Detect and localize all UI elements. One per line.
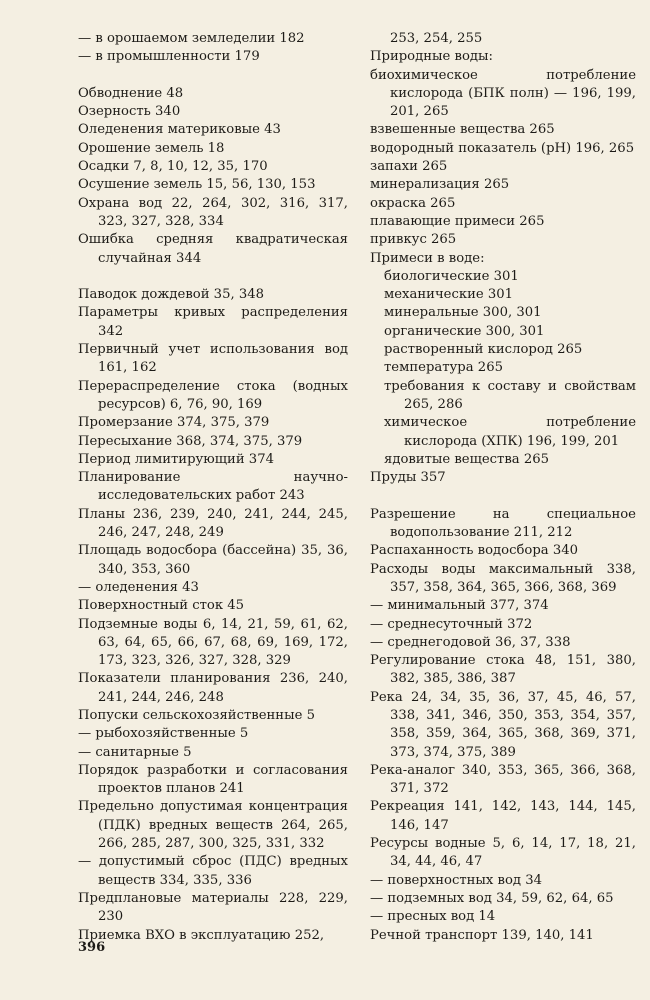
index-entry: Предельно допустимая концентрация (ПДК) вредных веществ 264, 265, 266, 285, 287, 300, 325, 331, 332 <box>78 799 348 852</box>
index-entry: Распаханность водосбора 340 <box>370 543 578 559</box>
index-entry: — рыбохозяйственные 5 <box>78 726 249 742</box>
index-entry: Осадки 7, 8, 10, 12, 35, 170 <box>78 159 268 175</box>
index-entry: Расходы воды максимальный 338, 357, 358, 364, 365, 366, 368, 369 <box>370 561 636 595</box>
index-entry: привкус 265 <box>370 232 457 248</box>
index-entry: Орошение земель 18 <box>78 140 225 156</box>
index-entry: Поверхностный сток 45 <box>78 598 245 614</box>
index-entry: Озерность 340 <box>78 104 181 120</box>
left-column <box>78 30 348 945</box>
index-entry: минеральные 300, 301 <box>384 305 542 321</box>
index-entry: Разрешение на специальное водопользование 211, 212 <box>370 506 636 541</box>
index-entry: Предплановые материалы 228, 229, 230 <box>78 890 348 925</box>
index-entry: Параметры кривых распределения 342 <box>78 305 348 339</box>
index-entry: Обводнение 48 <box>78 85 184 101</box>
index-entry: Показатели планирования 236, 240, 241, 244, 246, 248 <box>78 671 348 705</box>
index-entry: Первичный учет использования вод 161, 162 <box>78 342 348 376</box>
index-entry: Ошибка средняя квадратическая случайная 344 <box>78 232 348 266</box>
spacer <box>78 67 348 85</box>
index-entry: Период лимитирующий 374 <box>78 451 274 467</box>
index-entry: ядовитые вещества 265 <box>384 451 550 467</box>
index-entry: — среднесуточный 372 <box>370 616 533 632</box>
index-entry: запахи 265 <box>370 159 448 175</box>
index-entry: водородный показатель (pH) 196, 265 <box>370 140 635 156</box>
index-entry: минерализация 265 <box>370 177 510 193</box>
index-entry: окраска 265 <box>370 195 456 211</box>
index-entry: Перераспределение стока (водных ресурсов) 6, 76, 90, 169 <box>78 378 348 412</box>
index-entry: Река-аналог 340, 353, 365, 366, 368, 371, 372 <box>370 762 636 797</box>
index-entry: Площадь водосбора (бассейна) 35, 36, 340, 353, 360 <box>78 543 348 577</box>
index-entry: Рекреация 141, 142, 143, 144, 145, 146, 147 <box>370 799 636 833</box>
index-entry: — в орошаемом земледелии 182 <box>78 31 305 46</box>
index-entry: Примеси в воде: <box>370 250 485 266</box>
index-entry: — санитарные 5 <box>78 744 192 760</box>
index-entry: — в промышленности 179 <box>78 49 260 65</box>
index-entry: Пересыхание 368, 374, 375, 379 <box>78 433 303 449</box>
index-entry: плавающие примеси 265 <box>370 213 545 229</box>
index-entry: Приемка ВХО в эксплуатацию 252, <box>78 927 325 943</box>
index-entry: химическое потребление кислорода (ХПК) 196, 199, 201 <box>384 415 636 449</box>
index-entry: взвешенные вещества 265 <box>370 122 555 138</box>
index-entry: — допустимый сброс (ПДС) вредных веществ 334, 335, 336 <box>78 854 348 888</box>
index-entry: — среднегодовой 36, 37, 338 <box>370 634 571 650</box>
index-entry: Охрана вод 22, 264, 302, 316, 317, 323, 327, 328, 334 <box>78 195 348 229</box>
spacer <box>78 268 348 286</box>
page-number: 396 <box>78 940 106 955</box>
index-entry: Пруды 357 <box>370 470 446 486</box>
index-entry: — пресных вод 14 <box>370 909 496 925</box>
index-entry: механические 301 <box>384 287 514 303</box>
index-entry: температура 265 <box>384 360 503 376</box>
index-entry: Промерзание 374, 375, 379 <box>78 415 270 431</box>
index-entry: Река 24, 34, 35, 36, 37, 45, 46, 57, 338, 341, 346, 350, 353, 354, 357, 358, 359, 364, 365, 368, 369, 371, 373, 374, 375, 389 <box>370 689 636 760</box>
index-entry: Планирование научно-исследовательских работ 243 <box>78 470 348 504</box>
index-entry: Речной транспорт 139, 140, 141 <box>370 927 594 943</box>
index-entry: — оледенения 43 <box>78 579 199 595</box>
spacer <box>370 487 636 505</box>
index-entry: Паводок дождевой 35, 348 <box>78 287 265 303</box>
index-entry: органические 300, 301 <box>384 323 545 339</box>
index-entry: Ресурсы водные 5, 6, 14, 17, 18, 21, 34, 44, 46, 47 <box>370 836 636 870</box>
right-column <box>370 30 636 945</box>
index-entry: Регулирование стока 48, 151, 380, 382, 385, 386, 387 <box>370 653 636 687</box>
index-entry: Оледенения материковые 43 <box>78 122 281 138</box>
index-entry: Порядок разработки и согласования проектов планов 241 <box>78 762 348 797</box>
index-entry: биологические 301 <box>384 268 519 284</box>
index-entry: растворенный кислород 265 <box>384 342 583 358</box>
index-entry: биохимическое потребление кислорода (БПК полн) — 196, 199, 201, 265 <box>370 67 636 120</box>
index-entry: — поверхностных вод 34 <box>370 872 542 888</box>
index-entry: требования к составу и свойствам 265, 286 <box>384 378 636 412</box>
index-entry: Планы 236, 239, 240, 241, 244, 245, 246, 247, 248, 249 <box>78 506 348 541</box>
index-entry: 253, 254, 255 <box>390 31 483 46</box>
index-entry: Природные воды: <box>370 49 493 65</box>
index-entry: Осушение земель 15, 56, 130, 153 <box>78 177 316 193</box>
index-entry: Попуски сельскохозяйственные 5 <box>78 707 315 723</box>
index-entry: — подземных вод 34, 59, 62, 64, 65 <box>370 890 614 906</box>
index-entry: Подземные воды 6, 14, 21, 59, 61, 62, 63, 64, 65, 66, 67, 68, 69, 169, 172, 173, 323, 326, 327, 328, 329 <box>78 616 348 669</box>
index-entry: — минимальный 377, 374 <box>370 598 549 614</box>
